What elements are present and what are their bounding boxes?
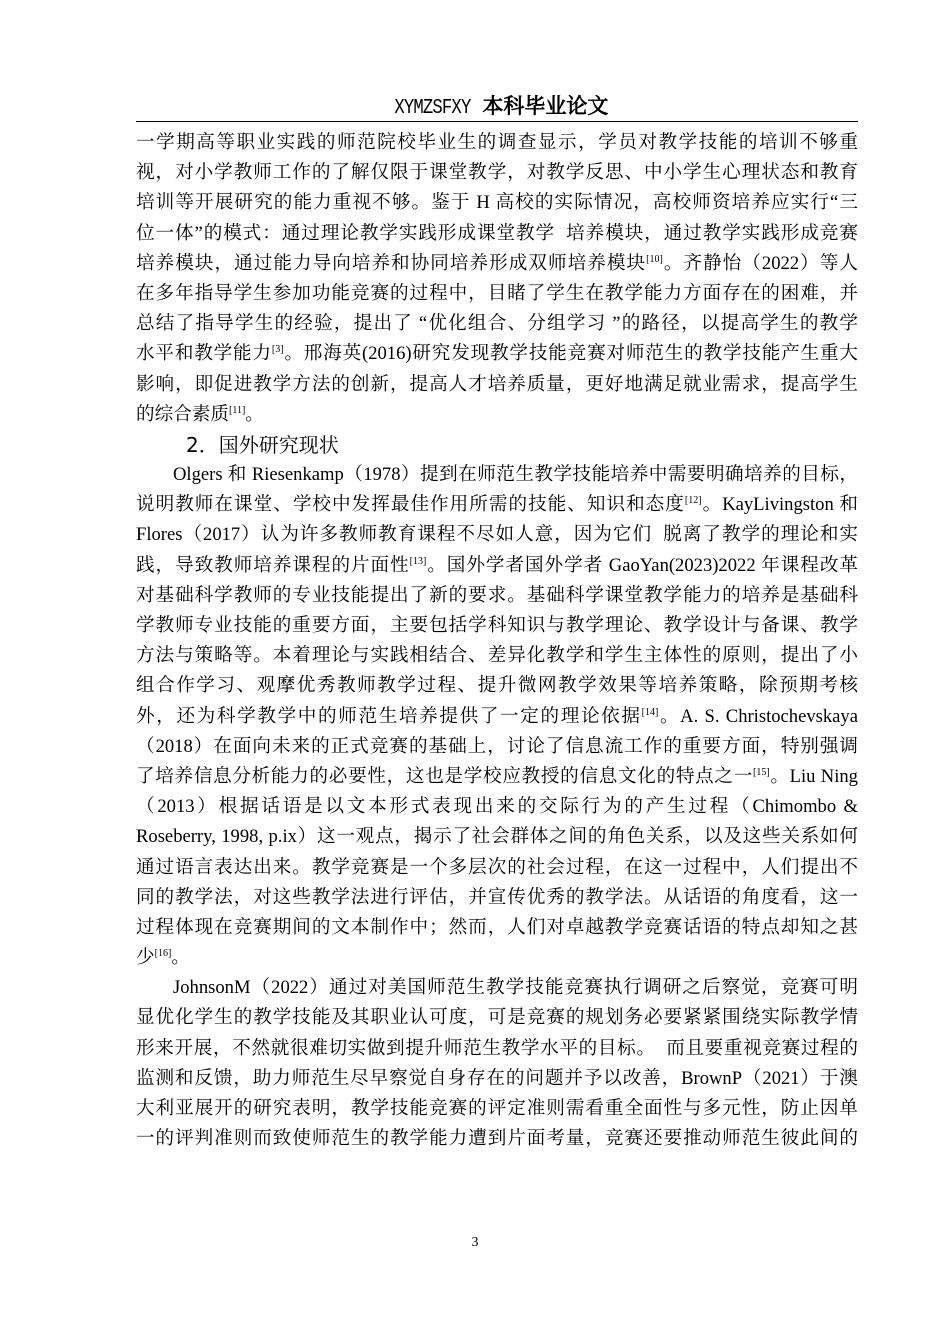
text-line: 外，还为科学教学中的师范生培养提供了一定的理论依据[14]。A. S. Christochevskaya <box>136 705 858 727</box>
header-title: 本科毕业论文 <box>482 94 609 118</box>
text-line: 培养模块，通过能力导向培养和协同培养形成双师培养模块[10]。齐静怡（2022）等人 <box>136 252 858 274</box>
header-rule <box>136 121 858 122</box>
text-line: 显优化学生的教学技能及其职业认可度，可是竞赛的规划务必要紧紧围绕实际教学情 <box>136 1007 858 1029</box>
citation: [3] <box>271 344 284 356</box>
text-line: 践，导致教师培养课程的片面性[13]。国外学者国外学者 GaoYan(2023)2022 年课程改革 <box>136 554 858 576</box>
paragraph-domestic-continued <box>136 128 858 430</box>
citation: [13] <box>409 555 427 567</box>
text-line: Roseberry, 1998, p.ix）这一观点，揭示了社会群体之间的角色关系，以及这些关系如何 <box>136 826 858 848</box>
text-line: 监测和反馈，助力师范生尽早察觉自身存在的问题并予以改善，BrownP（2021）于澳 <box>136 1067 858 1089</box>
section-heading: 2．国外研究现状 <box>186 432 339 457</box>
text-line: 通过语言表达出来。教学竞赛是一个多层次的社会过程，在这一过程中，人们提出不 <box>136 856 858 878</box>
text-line: 学教师专业技能的重要方面，主要包括学科知识与教学理论、教学设计与备课、教学 <box>136 615 858 636</box>
running-header <box>136 92 858 120</box>
text-line: 同的教学法，对这些教学法进行评估，并宣传优秀的教学法。从话语的角度看，这一 <box>136 886 858 908</box>
citation: [14] <box>641 706 659 718</box>
text-line: 少[16]。 <box>136 947 190 969</box>
citation: [10] <box>646 253 663 265</box>
text-line: 总结了指导学生的经验，提出了 “优化组合、分组学习 ”的路径，以提高学生的教学 <box>136 313 858 335</box>
header-code: XYMZSFXY <box>393 97 471 120</box>
citation: [12] <box>684 495 702 507</box>
text-line: 一的评判准则而致使师范生的教学能力遭到片面考量，竞赛还要推动师范生彼此间的 <box>136 1128 858 1150</box>
text-line: Flores（2017）认为许多教师教育课程不尽如人意，因为它们 脱离了教学的理论和实 <box>136 524 858 546</box>
text-line: 方法与策略等。本着理论与实践相结合、差异化教学和学生主体性的原则，提出了小 <box>136 645 858 667</box>
text-line: 了培养信息分析能力的必要性，这也是学校应教授的信息文化的特点之一[15]。Liu Ning <box>136 765 858 787</box>
paragraph-foreign-research <box>136 460 858 973</box>
text-line: 影响，即促进教学方法的创新，提高人才培养质量，更好地满足就业需求，提高学生 <box>136 373 858 395</box>
text-line: （2013）根据话语是以文本形式表现出来的交际行为的产生过程（Chimombo & <box>136 796 858 818</box>
citation: [15] <box>753 766 770 778</box>
page-number: 3 <box>471 1235 479 1250</box>
text-line: 在多年指导学生参加功能竞赛的过程中，目睹了学生在教学能力方面存在的困难，并 <box>136 282 858 304</box>
text-line: （2018）在面向未来的正式竞赛的基础上，讨论了信息流工作的重要方面，特别强调 <box>136 735 858 757</box>
text-line: 大利亚展开的研究表明，教学技能竞赛的评定准则需看重全面性与多元性，防止因单 <box>136 1098 858 1119</box>
text-line: 位一体”的模式：通过理论教学实践形成课堂教学 培养模块，通过教学实践形成竞赛 <box>136 222 858 244</box>
text-line: 培训等开展研究的能力重视不够。鉴于 H 高校的实际情况，高校师资培养应实行“三 <box>136 192 858 214</box>
text-line: 的综合素质[11]。 <box>136 403 264 425</box>
body-text <box>136 128 858 1154</box>
text-line: JohnsonM（2022）通过对美国师范生教学技能竞赛执行调研之后察觉，竞赛可明 <box>173 977 858 999</box>
citation: [11] <box>228 404 246 416</box>
text-line: 水平和教学能力[3]。邢海英(2016)研究发现教学技能竞赛对师范生的教学技能产生重大 <box>136 343 858 365</box>
text-line: 说明教师在课堂、学校中发挥最佳作用所需的技能、知识和态度[12]。KayLivingston 和 <box>136 494 858 516</box>
text-line: 视，对小学教师工作的了解仅限于课堂教学，对教学反思、中小学生心理状态和教育 <box>136 162 858 184</box>
text-line: 对基础科学教师的专业技能提出了新的要求。基础科学课堂教学能力的培养是基础科 <box>136 584 858 606</box>
text-line: 形来开展，不然就很难切实做到提升师范生教学水平的目标。 而且要重视竞赛过程的 <box>136 1037 858 1059</box>
text-line: Olgers 和 Riesenkamp（1978）提到在师范生教学技能培养中需要明确培养的目标， <box>173 464 858 486</box>
text-line: 组合作学习、观摩优秀教师教学过程、提升微网教学效果等培养策略，除预期考核 <box>136 675 858 697</box>
paragraph-competition-research <box>136 973 858 1154</box>
text-line: 过程体现在竞赛期间的文本制作中；然而，人们对卓越教学竞赛话语的特点却知之甚 <box>136 916 858 938</box>
text-line: 一学期高等职业实践的师范院校毕业生的调查显示，学员对教学技能的培训不够重 <box>136 132 858 153</box>
citation: [16] <box>154 948 172 960</box>
